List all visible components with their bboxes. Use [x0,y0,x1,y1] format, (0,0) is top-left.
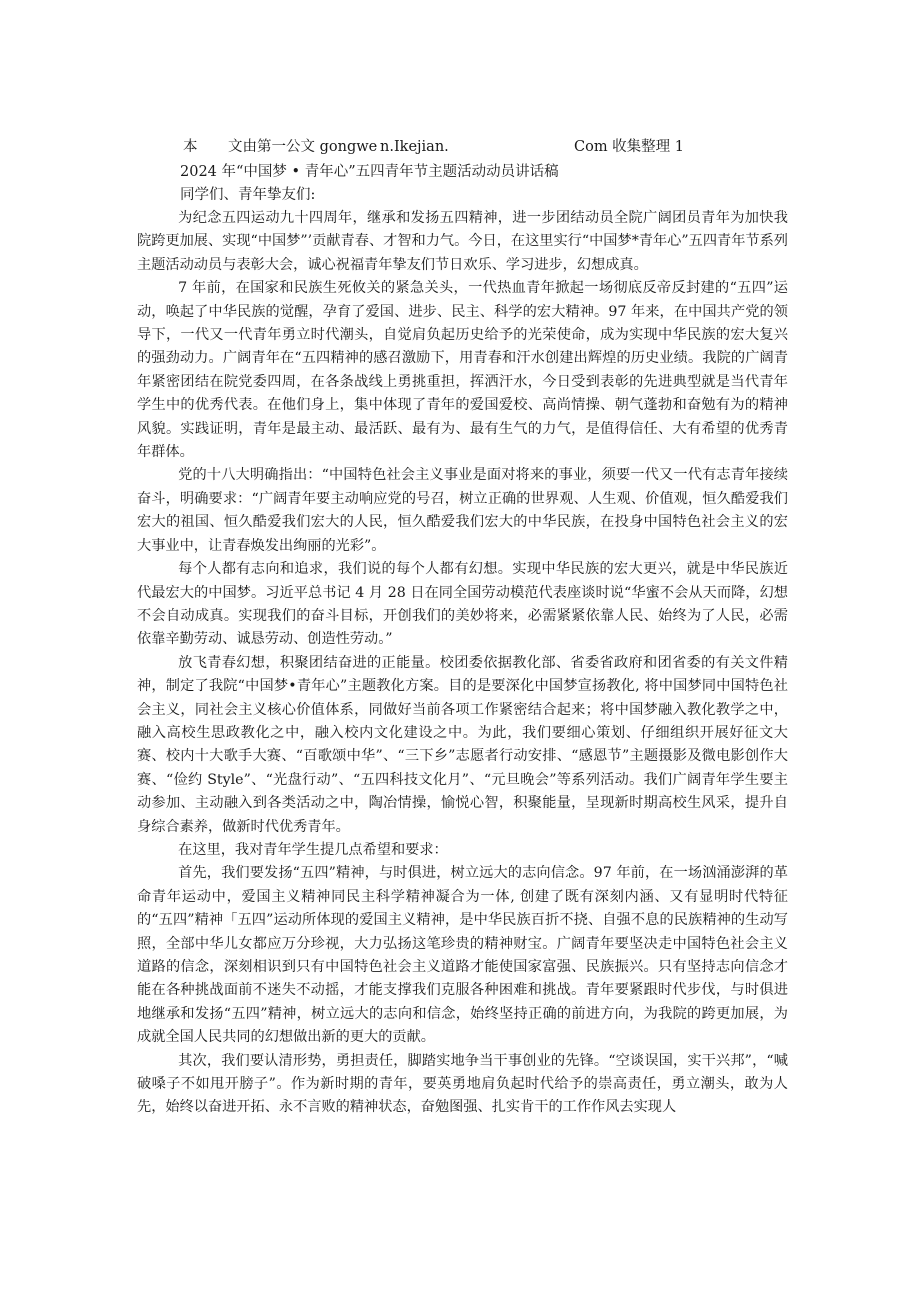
header-part-4: Com 收集整理 1 [574,139,685,155]
paragraph-3: 党的十八大明确指出：“中国特色社会主义事业是面对将来的事业，须要一代又一代有志青年接续奋斗，明确要求：“广阔青年要主动响应党的号召，树立正确的世界观、人生观、价值观，恒久酷爱我们宏大的祖国、恒久酷爱我们宏大的人民，恒久酷爱我们宏大的中华民族，在投身中国特色社会主义的宏大事业中，让青春焕发出绚丽的光彩”。 [137,467,788,554]
paragraph-7: 首先，我们要发扬“五四”精神，与时俱进，树立远大的志向信念。97 年前，在一场汹涌澎湃的革命青年运动中，爱国主义精神同民主科学精神凝合为一体, 创建了既有深刻内涵、又有显明时代特征的“五四”精神「五四”运动所体现的爱国主义精神，是中华民族百折不挠、自强不息的民族精神的生动写照，全部中华儿女都应万分珍视，大力弘扬这笔珍贵的精神财宝。广阔青年要坚决走中国特色社会主义道路的信念，深刻相识到只有中国特色社会主义道路才能使国家富强、民族振兴。只有坚持志向信念才能在各种挑战面前不迷失不动摇，才能支撑我们克服各种困难和挑战。青年要紧跟时代步伐，与时俱进地继承和发扬“五四”精神，树立远大的志向和信念，始终坚持正确的前进方向，为我院的跨更加展，为成就全国人民共同的幻想做出新的更大的贡献。 [137,865,788,1046]
document-title: 2024 年“中国梦 • 青年心”五四青年节主题活动动员讲话稿 [180,164,559,180]
header-line [183,136,703,158]
paragraph-1: 为纪念五四运动九十四周年，继承和发扬五四精神，进一步团结动员全院广阔团员青年为加快我院跨更加展、实现“中国梦”’贡献青春、才智和力气。今日，在这里实行“中国梦*青年心”五四青年节系列主题活动动员与表彰大会，诚心祝福青年挚友们节日欢乐、学习进步，幻想成真。 [137,210,788,273]
paragraph-8: 其次，我们要认清形势，勇担责任，脚踏实地争当干事创业的先锋。“空谈误国，实干兴邦”，“喊破嗓子不如甩开膀子”。作为新时期的青年，要英勇地肩负起时代给予的崇高责任，勇立潮头，敢为人先，始终以奋进开拓、永不言败的精神状态，奋勉图强、扎实肯干的工作作风去实现人 [137,1052,788,1116]
body-text [137,207,788,1120]
header-part-1: 本 [183,139,198,155]
paragraph-2: 7 年前，在国家和民族生死攸关的紧急关头，一代热血青年掀起一场彻底反帝反封建的“五四”运动，唤起了中华民族的觉醒，孕育了爱国、进步、民主、科学的宏大精神。97 年来，在中国共产党的领导下，一代又一代青年勇立时代潮头，自觉肩负起历史给予的光荣使命，成为实现中华民族的宏大复兴的强劲动力。广阔青年在“五四精神的感召激励下，用青春和汗水创建出辉煌的历史业绩。我院的广阔青年紧密团结在院党委四周，在各条战线上勇挑重担，挥洒汗水，今日受到表彰的先进典型就是当代青年学生中的优秀代表。在他们身上，集中体现了青年的爱国爱校、高尚情操、朝气蓬勃和奋勉有为的精神风貌。实践证明，青年是最主动、最活跃、最有为、最有生气的力气，是值得信任、大有希望的优秀青年群体。 [137,280,788,461]
paragraph-5: 放飞青春幻想，积聚团结奋进的正能量。校团委依据教化部、省委省政府和团省委的有关文件精神，制定了我院“中国梦•青年心”主题教化方案。目的是要深化中国梦宣扬教化, 将中国梦同中国特色社会主义，同社会主义核心价值体系，同做好当前各项工作紧密结合起来；将中国梦融入教化教学之中，融入高校生思政教化之中，融入校内文化建设之中。为此，我们要细心策划、仔细组织开展好征文大赛、校内十大歌手大赛、“百歌颂中华”、“三下乡”志愿者行动安排、“感恩节”主题摄影及微电影创作大赛、“俭约 Style”、“光盘行动”、“五四科技文化月”、“元旦晚会”等系列活动。我们广阔青年学生要主动参加、主动融入到各类活动之中，陶冶情操，愉悦心智，积聚能量，呈现新时期高校生风采，提升自身综合素养，做新时代优秀青年。 [137,654,788,835]
header-part-3: n.Ikejian. [380,139,449,155]
header-part-2: 文由第一公文 gongwe [228,139,378,155]
paragraph-6: 在这里，我对青年学生提几点希望和要求： [178,841,448,858]
salutation: 同学们、青年挚友们: [180,187,316,203]
paragraph-4: 每个人都有志向和追求，我们说的每个人都有幻想。实现中华民族的宏大更兴，就是中华民族近代最宏大的中国梦。习近平总书记 4 月 28 日在同全国劳动模范代表座谈时说“华蜜不会从天而降，幻想不会自动成真。实现我们的奋斗目标，开创我们的美妙将来，必需紧紧依靠人民、始终为了人民，必需依靠辛勤劳动、诚恳劳动、创造性劳动。” [137,561,788,648]
